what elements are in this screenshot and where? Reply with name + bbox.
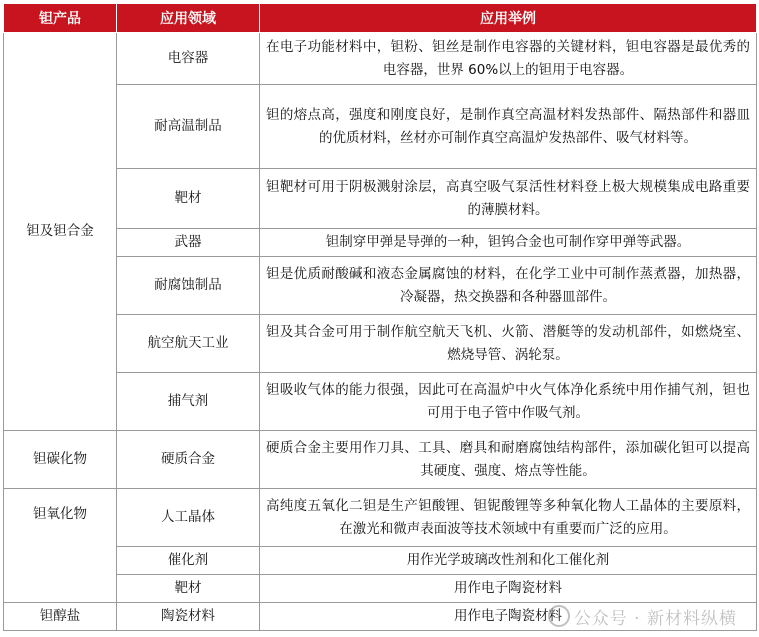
field-cell: 硬质合金 <box>117 431 260 489</box>
example-cell: 硬质合金主要用作刀具、工具、磨具和耐磨腐蚀结构部件，添加碳化钽可以提高其硬度、强度、熔点等性能。 <box>260 431 757 489</box>
table-row <box>4 85 757 169</box>
example-cell: 用作光学玻璃改性剂和化工催化剂 <box>260 547 757 575</box>
field-cell: 捕气剂 <box>117 373 260 431</box>
product-cell: 钽及钽合金 <box>4 33 117 431</box>
table-row <box>4 257 757 315</box>
table-row <box>4 489 757 547</box>
field-cell: 人工晶体 <box>117 489 260 547</box>
product-cell: 钽氧化物 <box>4 489 117 603</box>
field-cell: 耐腐蚀制品 <box>117 257 260 315</box>
table-row <box>4 575 757 603</box>
watermark <box>548 604 737 629</box>
field-cell: 航空航天工业 <box>117 315 260 373</box>
header-row <box>4 4 757 33</box>
example-cell: 钽是优质耐酸碱和液态金属腐蚀的材料，在化学工业中可制作蒸煮器，加热器，冷凝器，热交换器和各种器皿部件。 <box>260 257 757 315</box>
table-row <box>4 229 757 257</box>
table-row <box>4 315 757 373</box>
example-cell: 钽制穿甲弹是导弹的一种，钽钨合金也可制作穿甲弹等武器。 <box>260 229 757 257</box>
example-cell: 用作电子陶瓷材料 <box>260 575 757 603</box>
example-cell: 钽靶材可用于阴极溅射涂层，高真空吸气泵活性材料登上极大规模集成电路重要的薄膜材料。 <box>260 169 757 229</box>
field-cell: 陶瓷材料 <box>117 603 260 631</box>
header-product: 钽产品 <box>4 4 117 33</box>
product-cell: 钽醇盐 <box>4 603 117 631</box>
product-cell: 钽碳化物 <box>4 431 117 489</box>
example-cell: 在电子功能材料中，钽粉、钽丝是制作电容器的关键材料，钽电容器是最优秀的电容器，世界 60%以上的钽用于电容器。 <box>260 33 757 85</box>
table-row <box>4 547 757 575</box>
field-cell: 电容器 <box>117 33 260 85</box>
example-cell: 钽的熔点高，强度和刚度良好，是制作真空高温材料发热部件、隔热部件和器皿的优质材料，丝材亦可制作真空高温炉发热部件、吸气材料等。 <box>260 85 757 169</box>
wechat-logo-icon <box>548 605 570 627</box>
field-cell: 耐高温制品 <box>117 85 260 169</box>
example-cell: 用作电子陶瓷材料 <box>260 603 757 631</box>
example-cell: 高纯度五氧化二钽是生产钽酸锂、钽铌酸锂等多种氧化物人工晶体的主要原料，在激光和微声表面波等技术领域中有重要而广泛的应用。 <box>260 489 757 547</box>
field-cell: 催化剂 <box>117 547 260 575</box>
header-field: 应用领域 <box>117 4 260 33</box>
watermark-text: 公众号 · 新材料纵横 <box>573 609 737 629</box>
table-row <box>4 373 757 431</box>
header-example: 应用举例 <box>260 4 757 33</box>
example-cell: 钽吸收气体的能力很强，因此可在高温炉中火气体净化系统中用作捕气剂，钽也可用于电子管中作吸气剂。 <box>260 373 757 431</box>
field-cell: 靶材 <box>117 575 260 603</box>
example-cell: 钽及其合金可用于制作航空航天飞机、火箭、潜艇等的发动机部件，如燃烧室、燃烧导管、涡轮泵。 <box>260 315 757 373</box>
field-cell: 武器 <box>117 229 260 257</box>
table-row <box>4 431 757 489</box>
table-row <box>4 169 757 229</box>
tantalum-applications-table <box>3 3 757 631</box>
field-cell: 靶材 <box>117 169 260 229</box>
table-row <box>4 33 757 85</box>
